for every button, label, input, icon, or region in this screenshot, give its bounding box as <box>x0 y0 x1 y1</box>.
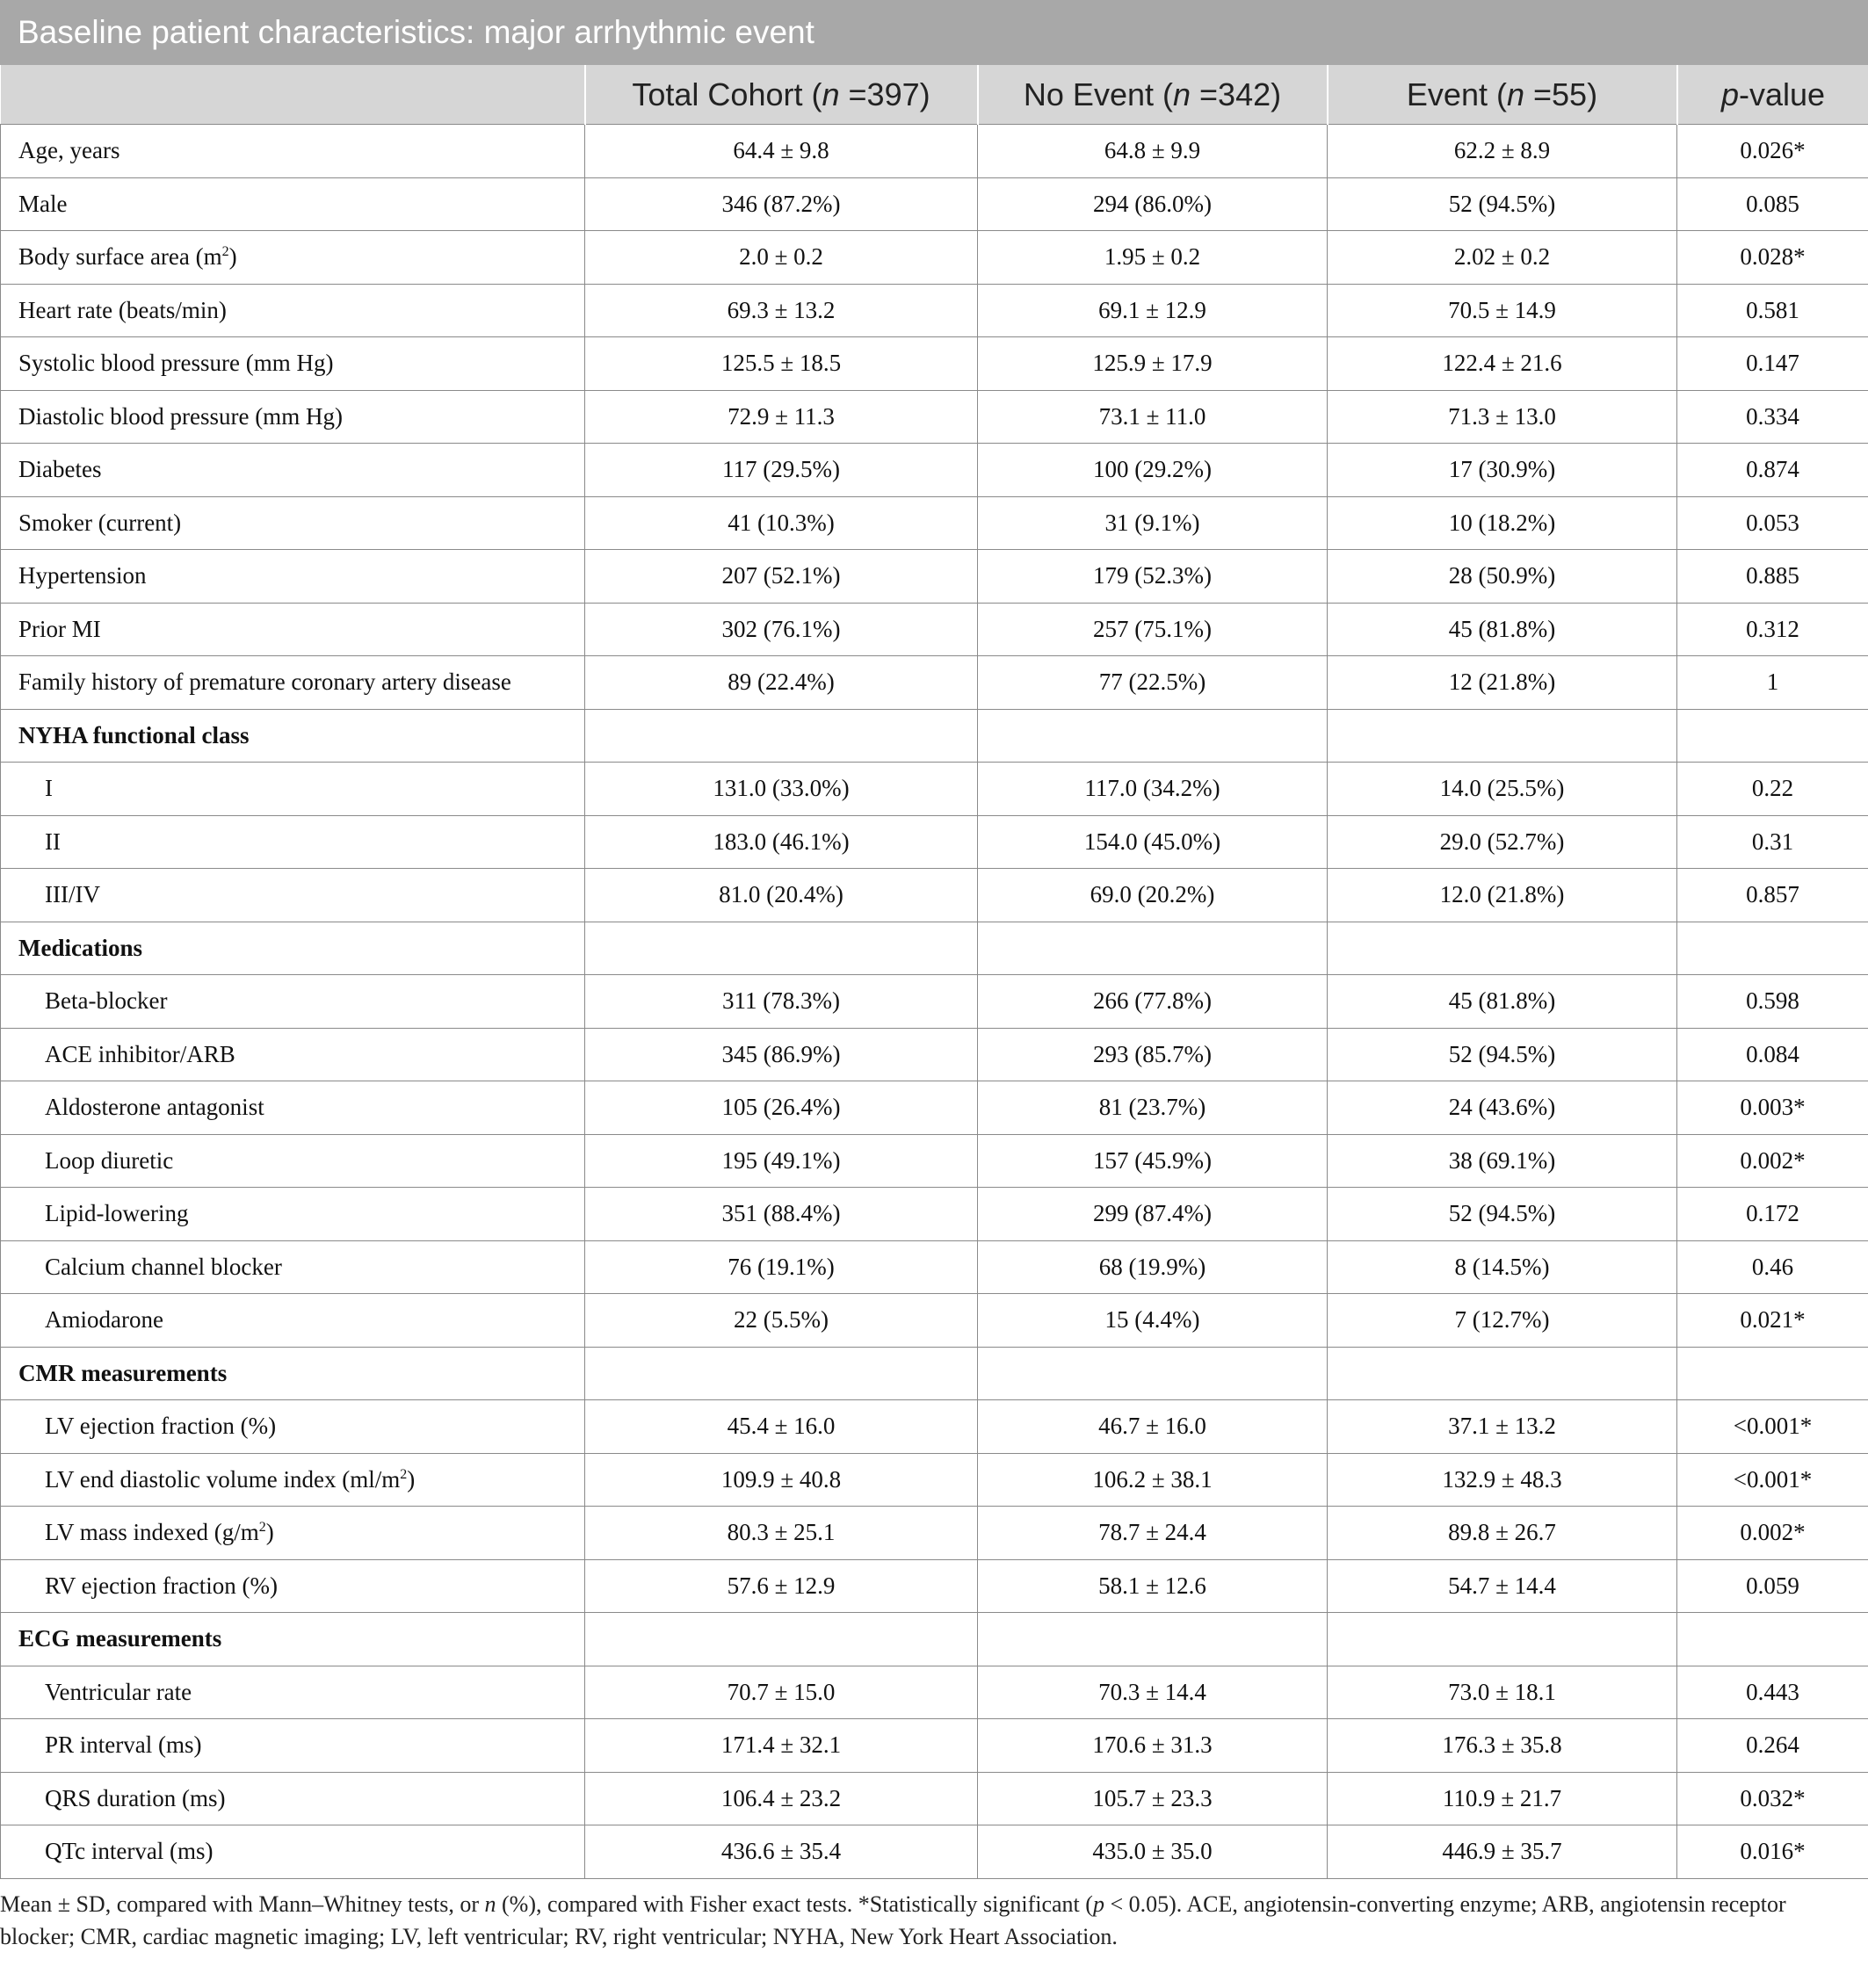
cell-no-event: 294 (86.0%) <box>978 177 1328 231</box>
cell-p-value: 0.032* <box>1677 1772 1868 1825</box>
row-label: QTc interval (ms) <box>1 1825 585 1879</box>
row-label: PR interval (ms) <box>1 1719 585 1773</box>
cell-p-value: 0.31 <box>1677 815 1868 869</box>
cell-p-value: 0.885 <box>1677 550 1868 604</box>
cell-no-event: 46.7 ± 16.0 <box>978 1400 1328 1454</box>
header-label-column <box>1 65 585 125</box>
cell-event: 446.9 ± 35.7 <box>1328 1825 1677 1879</box>
row-label: Diastolic blood pressure (mm Hg) <box>1 390 585 444</box>
cell-event <box>1328 709 1677 763</box>
section-label: Medications <box>1 922 585 975</box>
row-label: Age, years <box>1 125 585 178</box>
cell-no-event <box>978 1347 1328 1400</box>
cell-total-cohort <box>585 1613 978 1666</box>
cell-total-cohort: 81.0 (20.4%) <box>585 869 978 922</box>
table-row <box>1 1825 1868 1879</box>
cell-event: 62.2 ± 8.9 <box>1328 125 1677 178</box>
cell-no-event: 68 (19.9%) <box>978 1240 1328 1294</box>
cell-p-value: 0.581 <box>1677 284 1868 337</box>
cell-event: 45 (81.8%) <box>1328 975 1677 1029</box>
cell-p-value: 0.003* <box>1677 1081 1868 1135</box>
cell-event: 29.0 (52.7%) <box>1328 815 1677 869</box>
cell-no-event <box>978 922 1328 975</box>
cell-p-value: <0.001* <box>1677 1453 1868 1507</box>
cell-event <box>1328 922 1677 975</box>
table-row <box>1 869 1868 922</box>
superscript: 2 <box>221 244 229 260</box>
cell-no-event: 293 (85.7%) <box>978 1028 1328 1081</box>
cell-event: 12.0 (21.8%) <box>1328 869 1677 922</box>
row-label: Male <box>1 177 585 231</box>
cell-no-event: 179 (52.3%) <box>978 550 1328 604</box>
table-row <box>1 763 1868 816</box>
header-no-event: No Event (n =342) <box>978 65 1328 125</box>
row-label: Family history of premature coronary artery disease <box>1 656 585 710</box>
cell-p-value: 0.22 <box>1677 763 1868 816</box>
row-label: Diabetes <box>1 444 585 497</box>
table-row <box>1 1719 1868 1773</box>
cell-total-cohort: 117 (29.5%) <box>585 444 978 497</box>
table-row <box>1 444 1868 497</box>
header-event: Event (n =55) <box>1328 65 1677 125</box>
table-row <box>1 390 1868 444</box>
cell-event: 2.02 ± 0.2 <box>1328 231 1677 285</box>
table-row <box>1 656 1868 710</box>
row-label: LV mass indexed $(g/m^2)$ <box>1 1507 585 1560</box>
row-label: LV ejection fraction (%) <box>1 1400 585 1454</box>
cell-total-cohort: 69.3 ± 13.2 <box>585 284 978 337</box>
cell-event: 132.9 ± 48.3 <box>1328 1453 1677 1507</box>
table-row <box>1 1453 1868 1507</box>
cell-no-event: 73.1 ± 11.0 <box>978 390 1328 444</box>
cell-p-value: 0.264 <box>1677 1719 1868 1773</box>
cell-event: 110.9 ± 21.7 <box>1328 1772 1677 1825</box>
cell-p-value: 0.059 <box>1677 1559 1868 1613</box>
cell-p-value <box>1677 922 1868 975</box>
cell-total-cohort: 346 (87.2%) <box>585 177 978 231</box>
table-row <box>1 177 1868 231</box>
table-row <box>1 1507 1868 1560</box>
row-label: Body surface area $(m^2)$ <box>1 231 585 285</box>
row-label: Calcium channel blocker <box>1 1240 585 1294</box>
row-label: Ventricular rate <box>1 1666 585 1719</box>
cell-no-event: 64.8 ± 9.9 <box>978 125 1328 178</box>
table-row <box>1 337 1868 391</box>
cell-no-event: 299 (87.4%) <box>978 1188 1328 1241</box>
cell-p-value: 0.334 <box>1677 390 1868 444</box>
cell-event <box>1328 1613 1677 1666</box>
cell-total-cohort: 171.4 ± 32.1 <box>585 1719 978 1773</box>
cell-total-cohort: 45.4 ± 16.0 <box>585 1400 978 1454</box>
table-row <box>1 1666 1868 1719</box>
cell-no-event: 78.7 ± 24.4 <box>978 1507 1328 1560</box>
row-label: Hypertension <box>1 550 585 604</box>
cell-no-event: 106.2 ± 38.1 <box>978 1453 1328 1507</box>
cell-p-value: <0.001* <box>1677 1400 1868 1454</box>
row-label: Aldosterone antagonist <box>1 1081 585 1135</box>
cell-p-value: 0.46 <box>1677 1240 1868 1294</box>
cell-total-cohort: 311 (78.3%) <box>585 975 978 1029</box>
cell-total-cohort <box>585 922 978 975</box>
cell-total-cohort <box>585 1347 978 1400</box>
section-label: CMR measurements <box>1 1347 585 1400</box>
cell-event <box>1328 1347 1677 1400</box>
table-row <box>1 1188 1868 1241</box>
cell-no-event: 100 (29.2%) <box>978 444 1328 497</box>
table-row <box>1 496 1868 550</box>
cell-event: 71.3 ± 13.0 <box>1328 390 1677 444</box>
cell-event: 24 (43.6%) <box>1328 1081 1677 1135</box>
section-row <box>1 922 1868 975</box>
cell-no-event: 154.0 (45.0%) <box>978 815 1328 869</box>
cell-p-value: 0.857 <box>1677 869 1868 922</box>
header-row <box>1 65 1868 125</box>
table-row <box>1 284 1868 337</box>
cell-p-value: 1 <box>1677 656 1868 710</box>
cell-no-event: 70.3 ± 14.4 <box>978 1666 1328 1719</box>
row-label: Loop diuretic <box>1 1134 585 1188</box>
cell-total-cohort <box>585 709 978 763</box>
cell-event: 12 (21.8%) <box>1328 656 1677 710</box>
table-row <box>1 603 1868 656</box>
cell-no-event: 81 (23.7%) <box>978 1081 1328 1135</box>
table-row <box>1 1400 1868 1454</box>
cell-p-value: 0.172 <box>1677 1188 1868 1241</box>
table-row <box>1 1081 1868 1135</box>
table-footnote: Mean ± SD, compared with Mann–Whitney tests, or n (%), compared with Fisher exact tests. *Statistically significant (p < 0.05). ACE, angiotensin-converting enzyme; ARB, angiotensin receptor blocker; CMR, cardiac magnetic imaging; LV, left ventricular; RV, right ventricular; NYHA, New York Heart Association. <box>0 1890 1786 1949</box>
cell-no-event: 15 (4.4%) <box>978 1294 1328 1348</box>
cell-event: 122.4 ± 21.6 <box>1328 337 1677 391</box>
cell-no-event: 69.0 (20.2%) <box>978 869 1328 922</box>
row-label: Beta-blocker <box>1 975 585 1029</box>
cell-p-value: 0.026* <box>1677 125 1868 178</box>
cell-event: 89.8 ± 26.7 <box>1328 1507 1677 1560</box>
cell-p-value: 0.002* <box>1677 1507 1868 1560</box>
row-label: Prior MI <box>1 603 585 656</box>
cell-p-value <box>1677 1613 1868 1666</box>
cell-total-cohort: 109.9 ± 40.8 <box>585 1453 978 1507</box>
cell-event: 7 (12.7%) <box>1328 1294 1677 1348</box>
cell-total-cohort: 80.3 ± 25.1 <box>585 1507 978 1560</box>
cell-p-value: 0.021* <box>1677 1294 1868 1348</box>
cell-no-event: 257 (75.1%) <box>978 603 1328 656</box>
cell-no-event: 58.1 ± 12.6 <box>978 1559 1328 1613</box>
cell-p-value: 0.598 <box>1677 975 1868 1029</box>
cell-p-value: 0.002* <box>1677 1134 1868 1188</box>
section-label: NYHA functional class <box>1 709 585 763</box>
cell-total-cohort: 70.7 ± 15.0 <box>585 1666 978 1719</box>
cell-no-event: 435.0 ± 35.0 <box>978 1825 1328 1879</box>
cell-total-cohort: 207 (52.1%) <box>585 550 978 604</box>
cell-event: 8 (14.5%) <box>1328 1240 1677 1294</box>
table-row <box>1 231 1868 285</box>
cell-event: 54.7 ± 14.4 <box>1328 1559 1677 1613</box>
cell-p-value: 0.147 <box>1677 337 1868 391</box>
table-row <box>1 1559 1868 1613</box>
cell-p-value <box>1677 709 1868 763</box>
cell-total-cohort: 22 (5.5%) <box>585 1294 978 1348</box>
cell-no-event: 125.9 ± 17.9 <box>978 337 1328 391</box>
cell-no-event: 170.6 ± 31.3 <box>978 1719 1328 1773</box>
header-p-value: p-value <box>1677 65 1868 125</box>
row-label: QRS duration (ms) <box>1 1772 585 1825</box>
cell-event: 52 (94.5%) <box>1328 1188 1677 1241</box>
cell-no-event: 69.1 ± 12.9 <box>978 284 1328 337</box>
cell-event: 37.1 ± 13.2 <box>1328 1400 1677 1454</box>
cell-no-event: 31 (9.1%) <box>978 496 1328 550</box>
table-row <box>1 1240 1868 1294</box>
cell-event: 10 (18.2%) <box>1328 496 1677 550</box>
cell-p-value <box>1677 1347 1868 1400</box>
cell-total-cohort: 76 (19.1%) <box>585 1240 978 1294</box>
cell-p-value: 0.443 <box>1677 1666 1868 1719</box>
section-row <box>1 1613 1868 1666</box>
cell-total-cohort: 72.9 ± 11.3 <box>585 390 978 444</box>
section-label: ECG measurements <box>1 1613 585 1666</box>
cell-total-cohort: 106.4 ± 23.2 <box>585 1772 978 1825</box>
table-row <box>1 1028 1868 1081</box>
cell-total-cohort: 183.0 (46.1%) <box>585 815 978 869</box>
cell-p-value: 0.016* <box>1677 1825 1868 1879</box>
cell-no-event: 1.95 ± 0.2 <box>978 231 1328 285</box>
table-row <box>1 815 1868 869</box>
cell-total-cohort: 345 (86.9%) <box>585 1028 978 1081</box>
row-label: Systolic blood pressure (mm Hg) <box>1 337 585 391</box>
cell-no-event: 266 (77.8%) <box>978 975 1328 1029</box>
cell-no-event <box>978 709 1328 763</box>
cell-event: 70.5 ± 14.9 <box>1328 284 1677 337</box>
cell-p-value: 0.085 <box>1677 177 1868 231</box>
table-row <box>1 1772 1868 1825</box>
cell-total-cohort: 436.6 ± 35.4 <box>585 1825 978 1879</box>
cell-p-value: 0.874 <box>1677 444 1868 497</box>
cell-event: 176.3 ± 35.8 <box>1328 1719 1677 1773</box>
cell-total-cohort: 57.6 ± 12.9 <box>585 1559 978 1613</box>
cell-no-event: 105.7 ± 23.3 <box>978 1772 1328 1825</box>
cell-event: 52 (94.5%) <box>1328 177 1677 231</box>
cell-p-value: 0.084 <box>1677 1028 1868 1081</box>
cell-total-cohort: 125.5 ± 18.5 <box>585 337 978 391</box>
cell-p-value: 0.028* <box>1677 231 1868 285</box>
cell-event: 52 (94.5%) <box>1328 1028 1677 1081</box>
row-label: Heart rate (beats/min) <box>1 284 585 337</box>
cell-no-event: 77 (22.5%) <box>978 656 1328 710</box>
cell-event: 17 (30.9%) <box>1328 444 1677 497</box>
row-label: RV ejection fraction (%) <box>1 1559 585 1613</box>
cell-total-cohort: 105 (26.4%) <box>585 1081 978 1135</box>
cell-total-cohort: 195 (49.1%) <box>585 1134 978 1188</box>
table-row <box>1 975 1868 1029</box>
table-row <box>1 125 1868 178</box>
row-label: Smoker (current) <box>1 496 585 550</box>
table-row <box>1 1134 1868 1188</box>
superscript: 2 <box>258 1520 266 1536</box>
cell-total-cohort: 2.0 ± 0.2 <box>585 231 978 285</box>
cell-p-value: 0.053 <box>1677 496 1868 550</box>
cell-total-cohort: 64.4 ± 9.8 <box>585 125 978 178</box>
table-row <box>1 1294 1868 1348</box>
table-row <box>1 550 1868 604</box>
characteristics-table <box>0 65 1868 1879</box>
table-body <box>1 125 1868 1879</box>
row-label: ACE inhibitor/ARB <box>1 1028 585 1081</box>
row-label: III/IV <box>1 869 585 922</box>
cell-total-cohort: 89 (22.4%) <box>585 656 978 710</box>
cell-event: 38 (69.1%) <box>1328 1134 1677 1188</box>
cell-total-cohort: 131.0 (33.0%) <box>585 763 978 816</box>
cell-no-event <box>978 1613 1328 1666</box>
section-row <box>1 1347 1868 1400</box>
cell-total-cohort: 41 (10.3%) <box>585 496 978 550</box>
row-label: Lipid-lowering <box>1 1188 585 1241</box>
row-label: Amiodarone <box>1 1294 585 1348</box>
cell-event: 45 (81.8%) <box>1328 603 1677 656</box>
row-label: I <box>1 763 585 816</box>
row-label: LV end diastolic volume index $(ml/m^2)$ <box>1 1453 585 1507</box>
cell-total-cohort: 351 (88.4%) <box>585 1188 978 1241</box>
cell-event: 73.0 ± 18.1 <box>1328 1666 1677 1719</box>
cell-p-value: 0.312 <box>1677 603 1868 656</box>
cell-no-event: 157 (45.9%) <box>978 1134 1328 1188</box>
section-row <box>1 709 1868 763</box>
cell-total-cohort: 302 (76.1%) <box>585 603 978 656</box>
header-total-cohort: Total Cohort (n =397) <box>585 65 978 125</box>
cell-event: 14.0 (25.5%) <box>1328 763 1677 816</box>
cell-event: 28 (50.9%) <box>1328 550 1677 604</box>
superscript: 2 <box>400 1466 408 1482</box>
table-title: Baseline patient characteristics: major arrhythmic event <box>0 0 1868 65</box>
row-label: II <box>1 815 585 869</box>
cell-no-event: 117.0 (34.2%) <box>978 763 1328 816</box>
